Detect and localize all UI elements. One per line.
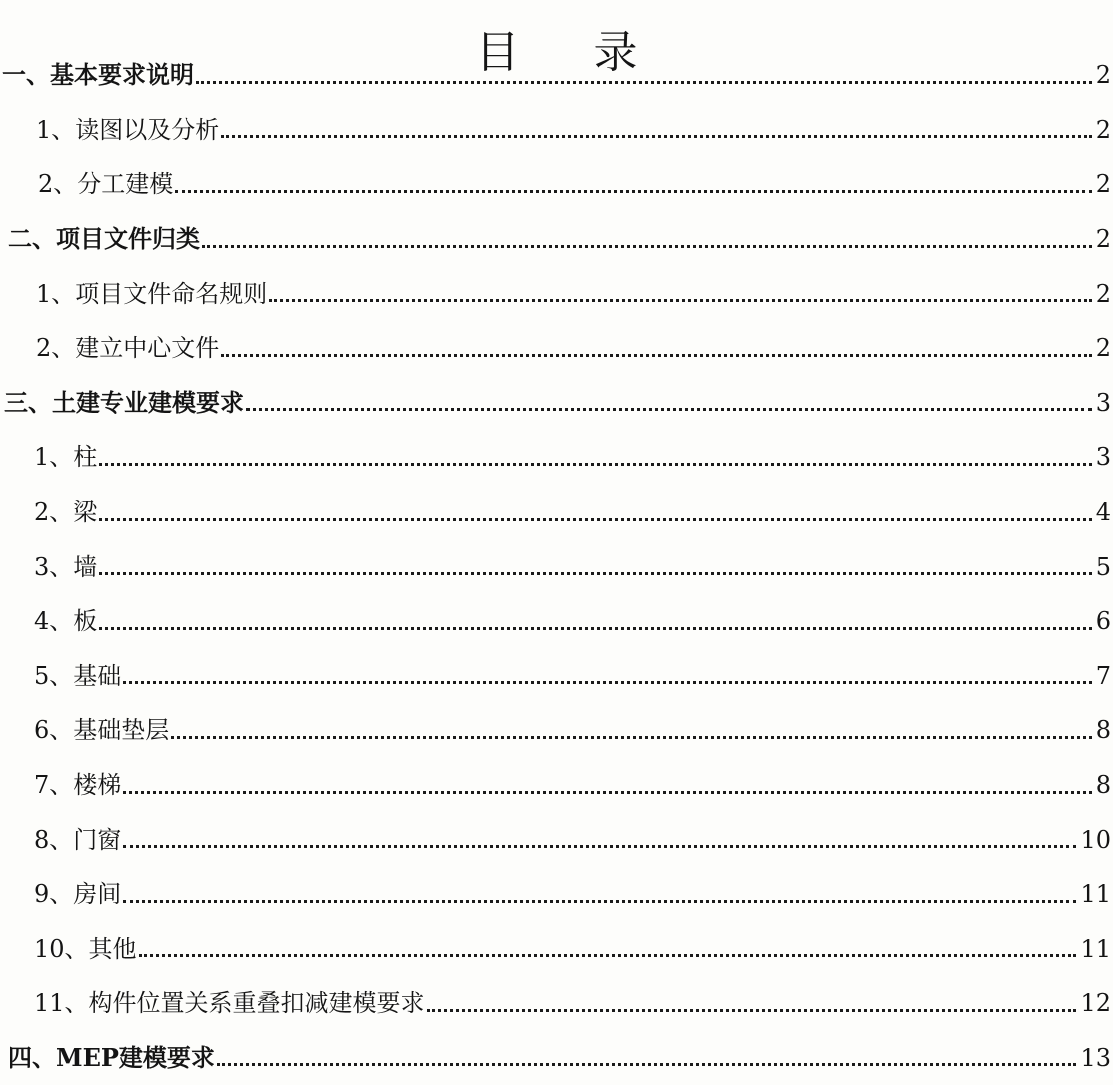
toc-page-number: 8 <box>1095 716 1111 745</box>
toc-section-entry[interactable] <box>0 1031 1113 1085</box>
toc-section-entry[interactable] <box>0 48 1113 103</box>
toc-subsection-entry[interactable] <box>0 594 1113 649</box>
toc-page-number: 13 <box>1080 1043 1111 1072</box>
table-of-contents <box>0 48 1113 1085</box>
dot-leader <box>123 845 1076 848</box>
toc-entry-label: 5、基础 <box>34 661 122 690</box>
toc-entry-label: 一、基本要求说明 <box>2 60 194 90</box>
toc-page-number: 3 <box>1095 443 1111 472</box>
toc-subsection-entry[interactable] <box>0 867 1113 922</box>
toc-page-number: 11 <box>1080 934 1111 963</box>
dot-leader <box>139 954 1077 957</box>
dot-leader <box>202 245 1092 248</box>
toc-page-number: 2 <box>1095 115 1111 144</box>
dot-leader <box>221 354 1091 357</box>
dot-leader <box>269 299 1091 302</box>
toc-subsection-entry[interactable] <box>0 649 1113 704</box>
toc-page-number: 11 <box>1080 880 1111 909</box>
toc-entry-label: 四、MEP建模要求 <box>8 1042 215 1072</box>
toc-subsection-entry[interactable] <box>0 758 1113 813</box>
toc-entry-label: 6、基础垫层 <box>34 716 170 745</box>
toc-entry-label: 1、项目文件命名规则 <box>36 279 268 308</box>
toc-entry-label: 二、项目文件归类 <box>8 224 200 254</box>
page-title: 目 录 <box>475 27 668 79</box>
toc-subsection-entry[interactable] <box>0 266 1113 321</box>
dot-leader <box>217 1063 1077 1066</box>
toc-subsection-entry[interactable] <box>0 976 1113 1031</box>
toc-page-number: 10 <box>1080 825 1111 854</box>
toc-entry-label: 8、门窗 <box>34 825 122 854</box>
toc-entry-label: 1、读图以及分析 <box>36 115 220 144</box>
toc-subsection-entry[interactable] <box>0 321 1113 376</box>
toc-subsection-entry[interactable] <box>0 812 1113 867</box>
toc-entry-label: 9、房间 <box>34 880 122 909</box>
toc-entry-label: 1、柱 <box>34 443 98 472</box>
toc-entry-label: 3、墙 <box>34 552 98 581</box>
toc-entry-label: 7、楼梯 <box>34 771 122 800</box>
toc-page-number: 6 <box>1095 607 1111 636</box>
toc-page-number: 2 <box>1095 334 1111 363</box>
dot-leader <box>99 463 1091 466</box>
dot-leader <box>175 190 1091 193</box>
toc-subsection-entry[interactable] <box>0 157 1113 212</box>
dot-leader <box>123 681 1091 684</box>
toc-entry-label: 10、其他 <box>34 934 137 963</box>
toc-page-number: 2 <box>1095 170 1111 199</box>
toc-page-number: 5 <box>1095 552 1111 581</box>
toc-entry-label: 11、构件位置关系重叠扣减建模要求 <box>34 989 425 1018</box>
toc-page-number: 12 <box>1080 989 1111 1018</box>
toc-section-entry[interactable] <box>0 212 1113 267</box>
dot-leader <box>246 408 1092 411</box>
toc-page-number: 2 <box>1095 279 1111 308</box>
dot-leader <box>196 81 1092 84</box>
toc-entry-label: 2、分工建模 <box>38 170 174 199</box>
toc-entry-label: 4、板 <box>34 607 98 636</box>
toc-subsection-entry[interactable] <box>0 103 1113 158</box>
dot-leader <box>123 791 1091 794</box>
toc-entry-label: 三、土建专业建模要求 <box>4 387 244 417</box>
toc-page-number: 2 <box>1095 61 1111 90</box>
dot-leader <box>99 627 1091 630</box>
toc-page-number: 2 <box>1095 225 1111 254</box>
dot-leader <box>427 1009 1077 1012</box>
toc-page-number: 4 <box>1095 498 1111 527</box>
dot-leader <box>99 572 1091 575</box>
toc-entry-label: 2、建立中心文件 <box>36 334 220 363</box>
dot-leader <box>123 900 1076 903</box>
toc-page-number: 7 <box>1095 661 1111 690</box>
dot-leader <box>99 518 1091 521</box>
toc-subsection-entry[interactable] <box>0 430 1113 485</box>
toc-section-entry[interactable] <box>0 376 1113 431</box>
toc-subsection-entry[interactable] <box>0 485 1113 540</box>
dot-leader <box>221 135 1091 138</box>
dot-leader <box>171 736 1091 739</box>
toc-entry-label: 2、梁 <box>34 498 98 527</box>
toc-page-number: 3 <box>1095 388 1111 417</box>
toc-subsection-entry[interactable] <box>0 922 1113 977</box>
toc-page-number: 8 <box>1095 771 1111 800</box>
toc-subsection-entry[interactable] <box>0 539 1113 594</box>
toc-subsection-entry[interactable] <box>0 703 1113 758</box>
